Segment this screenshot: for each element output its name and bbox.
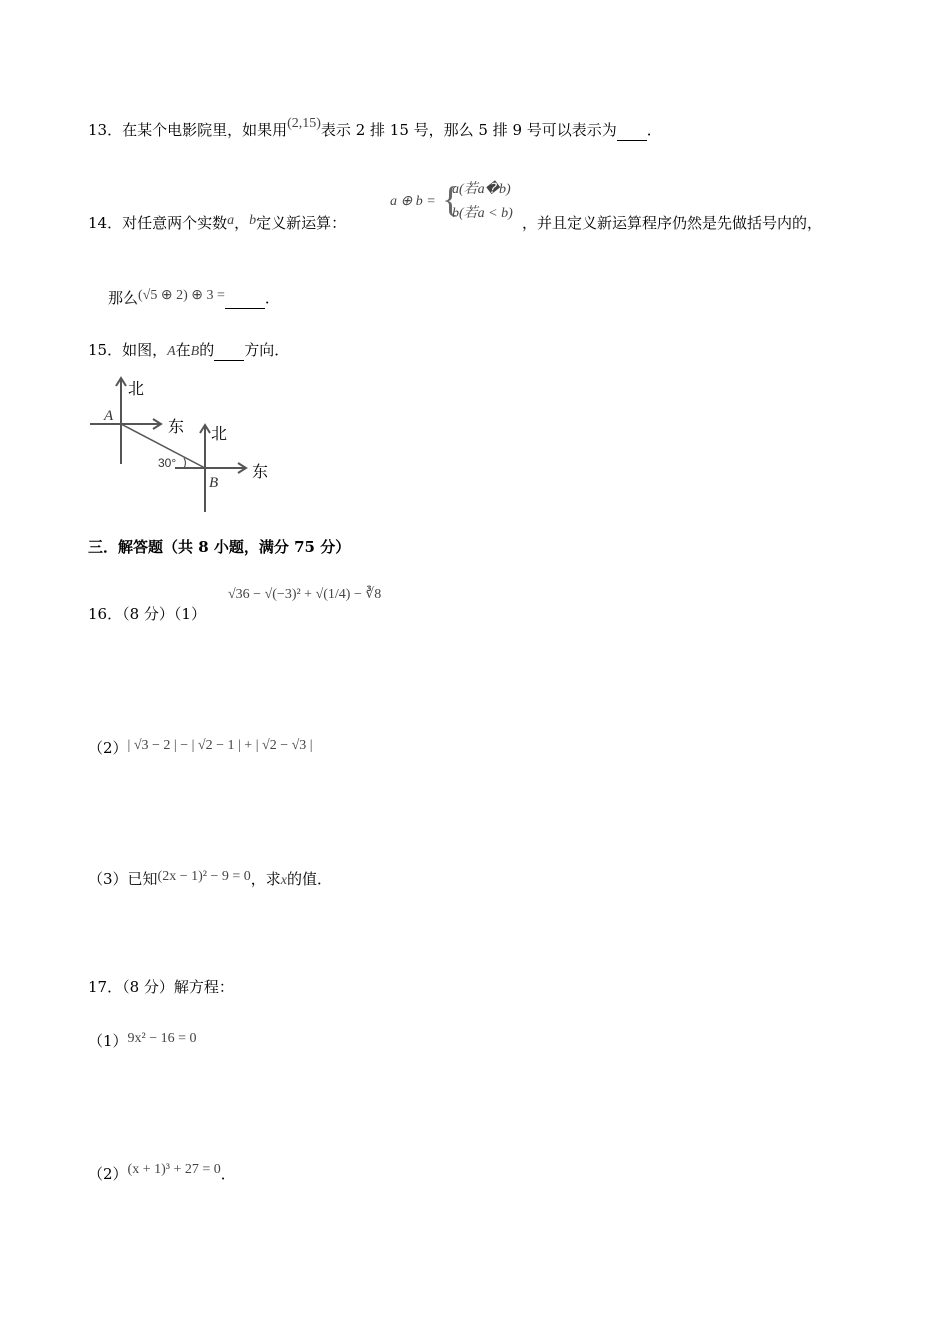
q15-text-mid: 在: [175, 341, 191, 359]
question-15: [88, 340, 289, 362]
q16-p3-end: 的值．: [287, 870, 333, 888]
label-east: 东: [252, 462, 269, 481]
q14-formula: (√5 ⊕ 2) ⊕ 3 =: [138, 288, 225, 303]
q15-text: 15．如图，: [88, 341, 168, 359]
direction-diagram: [80, 370, 280, 515]
var-x: x: [280, 873, 287, 888]
q16-part2: [88, 738, 313, 760]
q17-p2-formula: (x + 1)³ + 27 = 0: [127, 1162, 221, 1177]
q15-text-suffix: 的: [199, 341, 215, 359]
question-13: [88, 116, 662, 142]
label-north: 北: [211, 424, 228, 443]
q14-case2: b(若a < b): [452, 206, 513, 221]
section-heading: 三．解答题（共 8 小题，满分 75 分）: [88, 538, 351, 556]
q17-p1-label: （1）: [88, 1032, 128, 1050]
answer-blank: [225, 288, 265, 309]
label-b: B: [209, 475, 219, 491]
q16-p1-formula: √36 − √(−3)² + √(1/4) − ∛8: [228, 587, 382, 602]
q16-part3: [88, 869, 332, 891]
q14-case1: a(若a�b): [452, 182, 511, 197]
angle-arc: [184, 458, 186, 468]
label-a: A: [104, 408, 114, 424]
q16-p3-label: （3）已知: [88, 870, 158, 888]
answer-blank: [617, 120, 647, 141]
q14-line2: [108, 288, 280, 310]
q14-text: 14．对任意两个实数: [88, 214, 228, 232]
q17-p2-label: （2）: [88, 1165, 128, 1183]
q13-text: 13．在某个电影院里，如果用: [88, 121, 288, 139]
question-14: [88, 213, 346, 235]
brace: {: [442, 179, 460, 219]
q13-end: ．: [646, 121, 662, 139]
var-a: a: [227, 213, 235, 228]
q16-p2-formula: | √3 − 2 | − | √2 − 1 | + | √2 − √3 |: [127, 738, 313, 753]
q17-p1-formula: 9x² − 16 = 0: [127, 1031, 197, 1046]
comma: ，: [234, 214, 250, 232]
label-north: 北: [128, 379, 145, 398]
q16-p3-text: ，求: [250, 870, 281, 888]
q14-def-lhs: a ⊕ b =: [390, 194, 436, 209]
q14-text-suffix: ，并且定义新运算程序仍然是先做括号内的，: [522, 214, 823, 232]
q14-line2-text: 那么: [108, 289, 139, 307]
q17-part1: [88, 1031, 197, 1053]
q16-p3-formula: (2x − 1)² − 9 = 0: [157, 869, 251, 884]
q15-end: 方向．: [244, 341, 290, 359]
point-b: B: [190, 344, 200, 359]
q13-formula: (2,15): [287, 116, 321, 131]
q13-text-suffix: 表示 2 排 15 号，那么 5 排 9 号可以表示为: [320, 121, 617, 139]
q17-part2: [88, 1164, 236, 1186]
q17-p2-end: ．: [220, 1165, 236, 1183]
q16-p2-label: （2）: [88, 739, 128, 757]
var-b: b: [249, 213, 257, 228]
label-east: 东: [168, 417, 185, 436]
q14-end: ．: [264, 289, 280, 307]
answer-blank: [214, 340, 244, 361]
point-a: A: [167, 344, 176, 359]
q17-text: 17．（8 分）解方程：: [88, 978, 234, 996]
q14-text-mid: 定义新运算：: [256, 214, 347, 232]
label-angle: 30°: [158, 456, 177, 470]
q16-text: 16．（8 分）（1）: [88, 605, 206, 623]
